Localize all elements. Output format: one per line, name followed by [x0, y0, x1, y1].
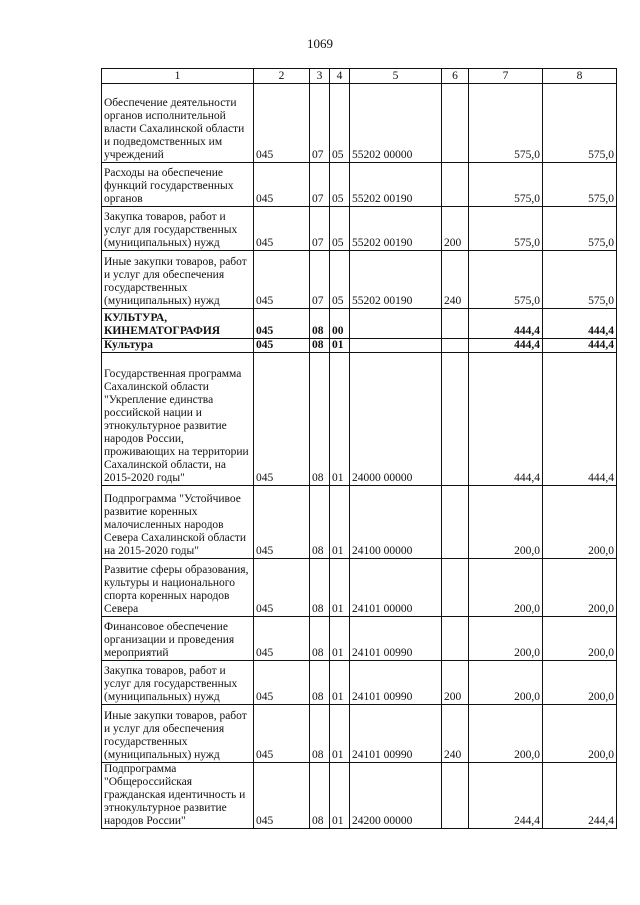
row-code-expense-type [442, 617, 469, 661]
row-code-expense-type: 240 [442, 705, 469, 763]
row-name: Культура [102, 339, 254, 353]
row-code-subsection: 01 [330, 617, 350, 661]
row-code-section: 08 [310, 339, 330, 353]
row-code-expense-type [442, 163, 469, 207]
row-code-department: 045 [254, 353, 310, 486]
row-amount-1: 575,0 [469, 84, 543, 163]
row-name: Закупка товаров, работ и услуг для государственных (муниципальных) нужд [102, 207, 254, 251]
table-row [102, 705, 617, 763]
row-amount-2: 200,0 [543, 486, 617, 559]
table-row [102, 486, 617, 559]
row-code-subsection: 01 [330, 661, 350, 705]
row-amount-1: 200,0 [469, 705, 543, 763]
row-code-target: 24200 00000 [350, 763, 442, 829]
row-name: Обеспечение деятельности органов исполнительной власти Сахалинской области и подведомственных им учреждений [102, 84, 254, 163]
col-header: 8 [543, 69, 617, 84]
row-name: Иные закупки товаров, работ и услуг для обеспечения государственных (муниципальных) нужд [102, 251, 254, 309]
row-code-target: 24101 00990 [350, 705, 442, 763]
table-row [102, 763, 617, 829]
row-code-department: 045 [254, 339, 310, 353]
row-code-subsection: 00 [330, 309, 350, 339]
row-code-target: 24100 00000 [350, 486, 442, 559]
table-row [102, 309, 617, 339]
row-code-department: 045 [254, 309, 310, 339]
row-name: Расходы на обеспечение функций государственных органов [102, 163, 254, 207]
table-row [102, 661, 617, 705]
row-code-department: 045 [254, 763, 310, 829]
row-name: Финансовое обеспечение организации и проведения мероприятий [102, 617, 254, 661]
row-code-department: 045 [254, 207, 310, 251]
row-amount-2: 444,4 [543, 353, 617, 486]
row-amount-2: 575,0 [543, 207, 617, 251]
row-code-target: 24101 00990 [350, 617, 442, 661]
table-row [102, 163, 617, 207]
table-row [102, 207, 617, 251]
table-row [102, 617, 617, 661]
row-amount-1: 444,4 [469, 353, 543, 486]
row-code-department: 045 [254, 705, 310, 763]
row-amount-1: 444,4 [469, 339, 543, 353]
row-code-target: 55202 00000 [350, 84, 442, 163]
col-header: 2 [254, 69, 310, 84]
row-name: КУЛЬТУРА, КИНЕМАТОГРАФИЯ [102, 309, 254, 339]
row-code-department: 045 [254, 559, 310, 617]
row-code-target: 55202 00190 [350, 207, 442, 251]
row-code-expense-type [442, 84, 469, 163]
row-code-expense-type [442, 486, 469, 559]
row-code-subsection: 01 [330, 559, 350, 617]
table-row [102, 251, 617, 309]
row-code-department: 045 [254, 661, 310, 705]
row-code-target [350, 309, 442, 339]
row-code-section: 08 [310, 763, 330, 829]
col-header: 5 [350, 69, 442, 84]
row-amount-1: 200,0 [469, 617, 543, 661]
row-code-target: 24101 00990 [350, 661, 442, 705]
row-code-section: 08 [310, 559, 330, 617]
row-amount-2: 575,0 [543, 163, 617, 207]
row-code-subsection: 05 [330, 207, 350, 251]
row-amount-2: 444,4 [543, 339, 617, 353]
row-name: Подпрограмма "Общероссийская гражданская идентичность и этнокультурное развитие народов России" [102, 763, 254, 829]
col-header: 4 [330, 69, 350, 84]
row-code-section: 08 [310, 353, 330, 486]
row-amount-2: 200,0 [543, 705, 617, 763]
row-code-section: 08 [310, 661, 330, 705]
col-header: 3 [310, 69, 330, 84]
row-code-section: 08 [310, 705, 330, 763]
page-number: 1069 [307, 36, 333, 51]
row-code-subsection: 05 [330, 251, 350, 309]
row-code-subsection: 01 [330, 705, 350, 763]
row-amount-2: 444,4 [543, 309, 617, 339]
row-name: Подпрограмма "Устойчивое развитие коренных малочисленных народов Севера Сахалинской области на 2015-2020 годы" [102, 486, 254, 559]
table-row [102, 84, 617, 163]
row-amount-1: 200,0 [469, 559, 543, 617]
row-code-expense-type [442, 559, 469, 617]
row-amount-2: 200,0 [543, 661, 617, 705]
row-code-section: 08 [310, 486, 330, 559]
row-amount-2: 575,0 [543, 251, 617, 309]
row-code-department: 045 [254, 163, 310, 207]
row-amount-2: 200,0 [543, 617, 617, 661]
row-amount-2: 575,0 [543, 84, 617, 163]
row-amount-2: 200,0 [543, 559, 617, 617]
row-code-department: 045 [254, 617, 310, 661]
row-code-subsection: 01 [330, 353, 350, 486]
row-code-section: 08 [310, 309, 330, 339]
table-row [102, 339, 617, 353]
row-code-section: 07 [310, 207, 330, 251]
row-code-expense-type [442, 309, 469, 339]
row-amount-1: 575,0 [469, 207, 543, 251]
row-name: Закупка товаров, работ и услуг для государственных (муниципальных) нужд [102, 661, 254, 705]
row-name: Государственная программа Сахалинской области "Укрепление единства российской нации и этнокультурное развитие народов России, проживающих на территории Сахалинской области, на 2015-2020 годы" [102, 353, 254, 486]
table-row [102, 353, 617, 486]
row-code-expense-type: 200 [442, 661, 469, 705]
row-code-target: 55202 00190 [350, 251, 442, 309]
row-code-subsection: 05 [330, 163, 350, 207]
row-code-target: 55202 00190 [350, 163, 442, 207]
row-code-department: 045 [254, 486, 310, 559]
row-code-target: 24101 00000 [350, 559, 442, 617]
row-code-expense-type: 240 [442, 251, 469, 309]
row-amount-1: 444,4 [469, 309, 543, 339]
row-code-expense-type [442, 763, 469, 829]
col-header: 6 [442, 69, 469, 84]
row-amount-1: 200,0 [469, 661, 543, 705]
row-code-section: 07 [310, 84, 330, 163]
row-code-expense-type [442, 353, 469, 486]
row-amount-2: 244,4 [543, 763, 617, 829]
header-row [102, 69, 617, 84]
row-name: Иные закупки товаров, работ и услуг для обеспечения государственных (муниципальных) нужд [102, 705, 254, 763]
row-amount-1: 575,0 [469, 251, 543, 309]
row-amount-1: 200,0 [469, 486, 543, 559]
row-code-expense-type: 200 [442, 207, 469, 251]
row-name: Развитие сферы образования, культуры и национального спорта коренных народов Севера [102, 559, 254, 617]
row-code-subsection: 01 [330, 763, 350, 829]
row-code-subsection: 01 [330, 339, 350, 353]
row-code-department: 045 [254, 251, 310, 309]
row-code-section: 07 [310, 163, 330, 207]
row-amount-1: 244,4 [469, 763, 543, 829]
col-header: 1 [102, 69, 254, 84]
row-code-expense-type [442, 339, 469, 353]
col-header: 7 [469, 69, 543, 84]
row-code-department: 045 [254, 84, 310, 163]
row-code-section: 08 [310, 617, 330, 661]
table-row [102, 559, 617, 617]
row-code-subsection: 05 [330, 84, 350, 163]
row-code-section: 07 [310, 251, 330, 309]
row-code-subsection: 01 [330, 486, 350, 559]
row-code-target: 24000 00000 [350, 353, 442, 486]
row-code-target [350, 339, 442, 353]
budget-table [101, 68, 617, 829]
row-amount-1: 575,0 [469, 163, 543, 207]
